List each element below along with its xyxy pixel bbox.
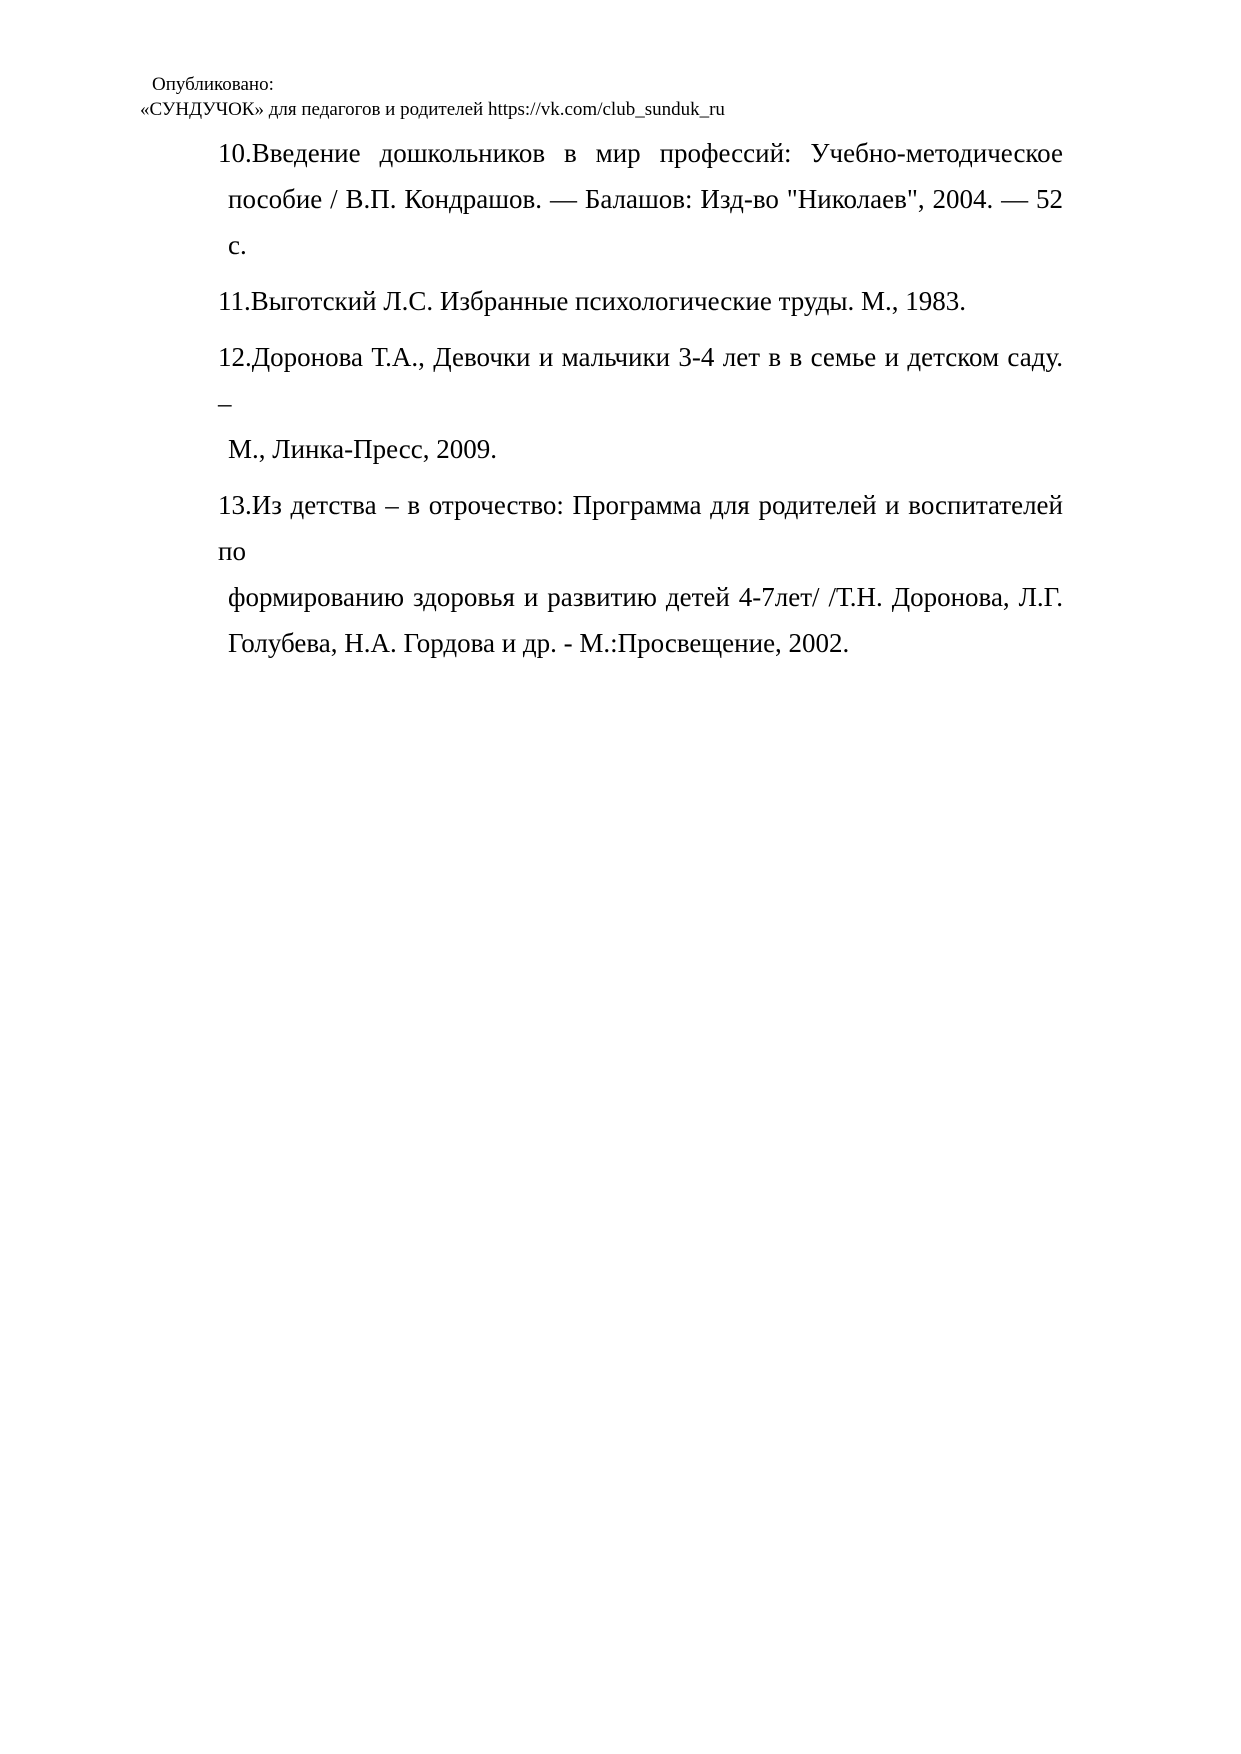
list-item-number: 12. [218,342,252,372]
list-item-number: 13. [218,490,252,520]
reference-line: М., Линка-Пресс, 2009. [228,434,498,464]
reference-line: пособие / В.П. Кондрашов. — Балашов: Изд-во "Николаев", 2004. — 52 [228,184,1063,214]
reference-item [218,278,1063,324]
reference-text: Введение дошкольников в мир профессий: Учебно-методическое [251,138,1063,168]
reference-text: Из детства – в отрочество: Программа для родителей и воспитателей по [218,490,1063,566]
reference-item [218,482,1063,666]
list-item-number: 10. [218,138,252,168]
reference-list [218,130,1063,676]
reference-text: Доронова Т.А., Девочки и мальчики 3-4 лет в в семье и детском саду. – [218,342,1063,418]
list-item-number: 11. [218,286,251,316]
reference-line [218,278,1063,324]
reference-line: формированию здоровья и развитию детей 4-7лет/ /Т.Н. Доронова, Л.Г. [228,582,1063,612]
reference-line: с. [228,230,247,260]
reference-line [218,334,1063,426]
published-label: Опубликовано: [152,74,274,95]
reference-item [218,130,1063,268]
reference-line [218,482,1063,574]
reference-line: Голубева, Н.А. Гордова и др. - М.:Просвещение, 2002. [228,628,850,658]
reference-item [218,334,1063,472]
reference-line [218,130,1063,176]
source-line: «СУНДУЧОК» для педагогов и родителей https://vk.com/club_sunduk_ru [140,99,725,120]
reference-text: Выготский Л.С. Избранные психологические труды. М., 1983. [250,286,967,316]
published-header [140,72,725,122]
